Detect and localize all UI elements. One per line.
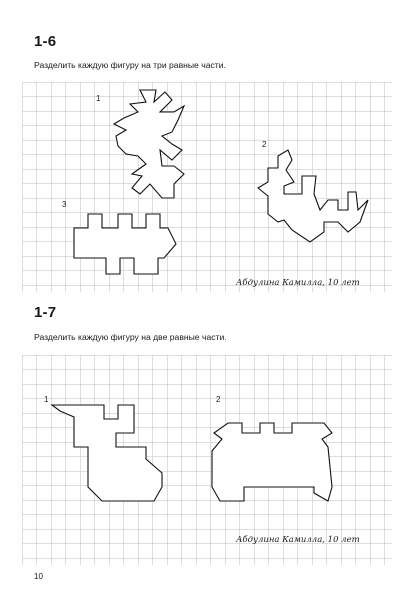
figures-1-7 bbox=[22, 355, 392, 565]
figure-1-pinwheel bbox=[114, 90, 184, 198]
signature-1-6: Абдулина Камилла, 10 лет bbox=[236, 278, 360, 288]
figure-number-1: 1 bbox=[44, 395, 49, 404]
page-number: 10 bbox=[34, 572, 43, 581]
grid-1-7 bbox=[22, 355, 392, 565]
instruction-1-6: Разделить каждую фигуру на три равные части. bbox=[34, 60, 226, 70]
figure-2-car bbox=[212, 423, 332, 501]
figure-3-wide bbox=[74, 214, 176, 274]
signature-1-7: Абдулина Камилла, 10 лет bbox=[236, 535, 360, 545]
figure-2-staircase bbox=[258, 150, 368, 242]
figure-number-3: 3 bbox=[62, 200, 67, 209]
figure-number-2: 2 bbox=[262, 140, 267, 149]
figure-number-2: 2 bbox=[216, 395, 221, 404]
figure-1-animal bbox=[52, 405, 162, 501]
figures-1-6 bbox=[22, 82, 392, 292]
section-title-1-6: 1-6 bbox=[34, 33, 57, 50]
grid-1-6 bbox=[22, 82, 392, 292]
figure-number-1: 1 bbox=[96, 94, 101, 103]
instruction-1-7: Разделить каждую фигуру на две равные части. bbox=[34, 332, 227, 342]
section-title-1-7: 1-7 bbox=[34, 304, 57, 321]
